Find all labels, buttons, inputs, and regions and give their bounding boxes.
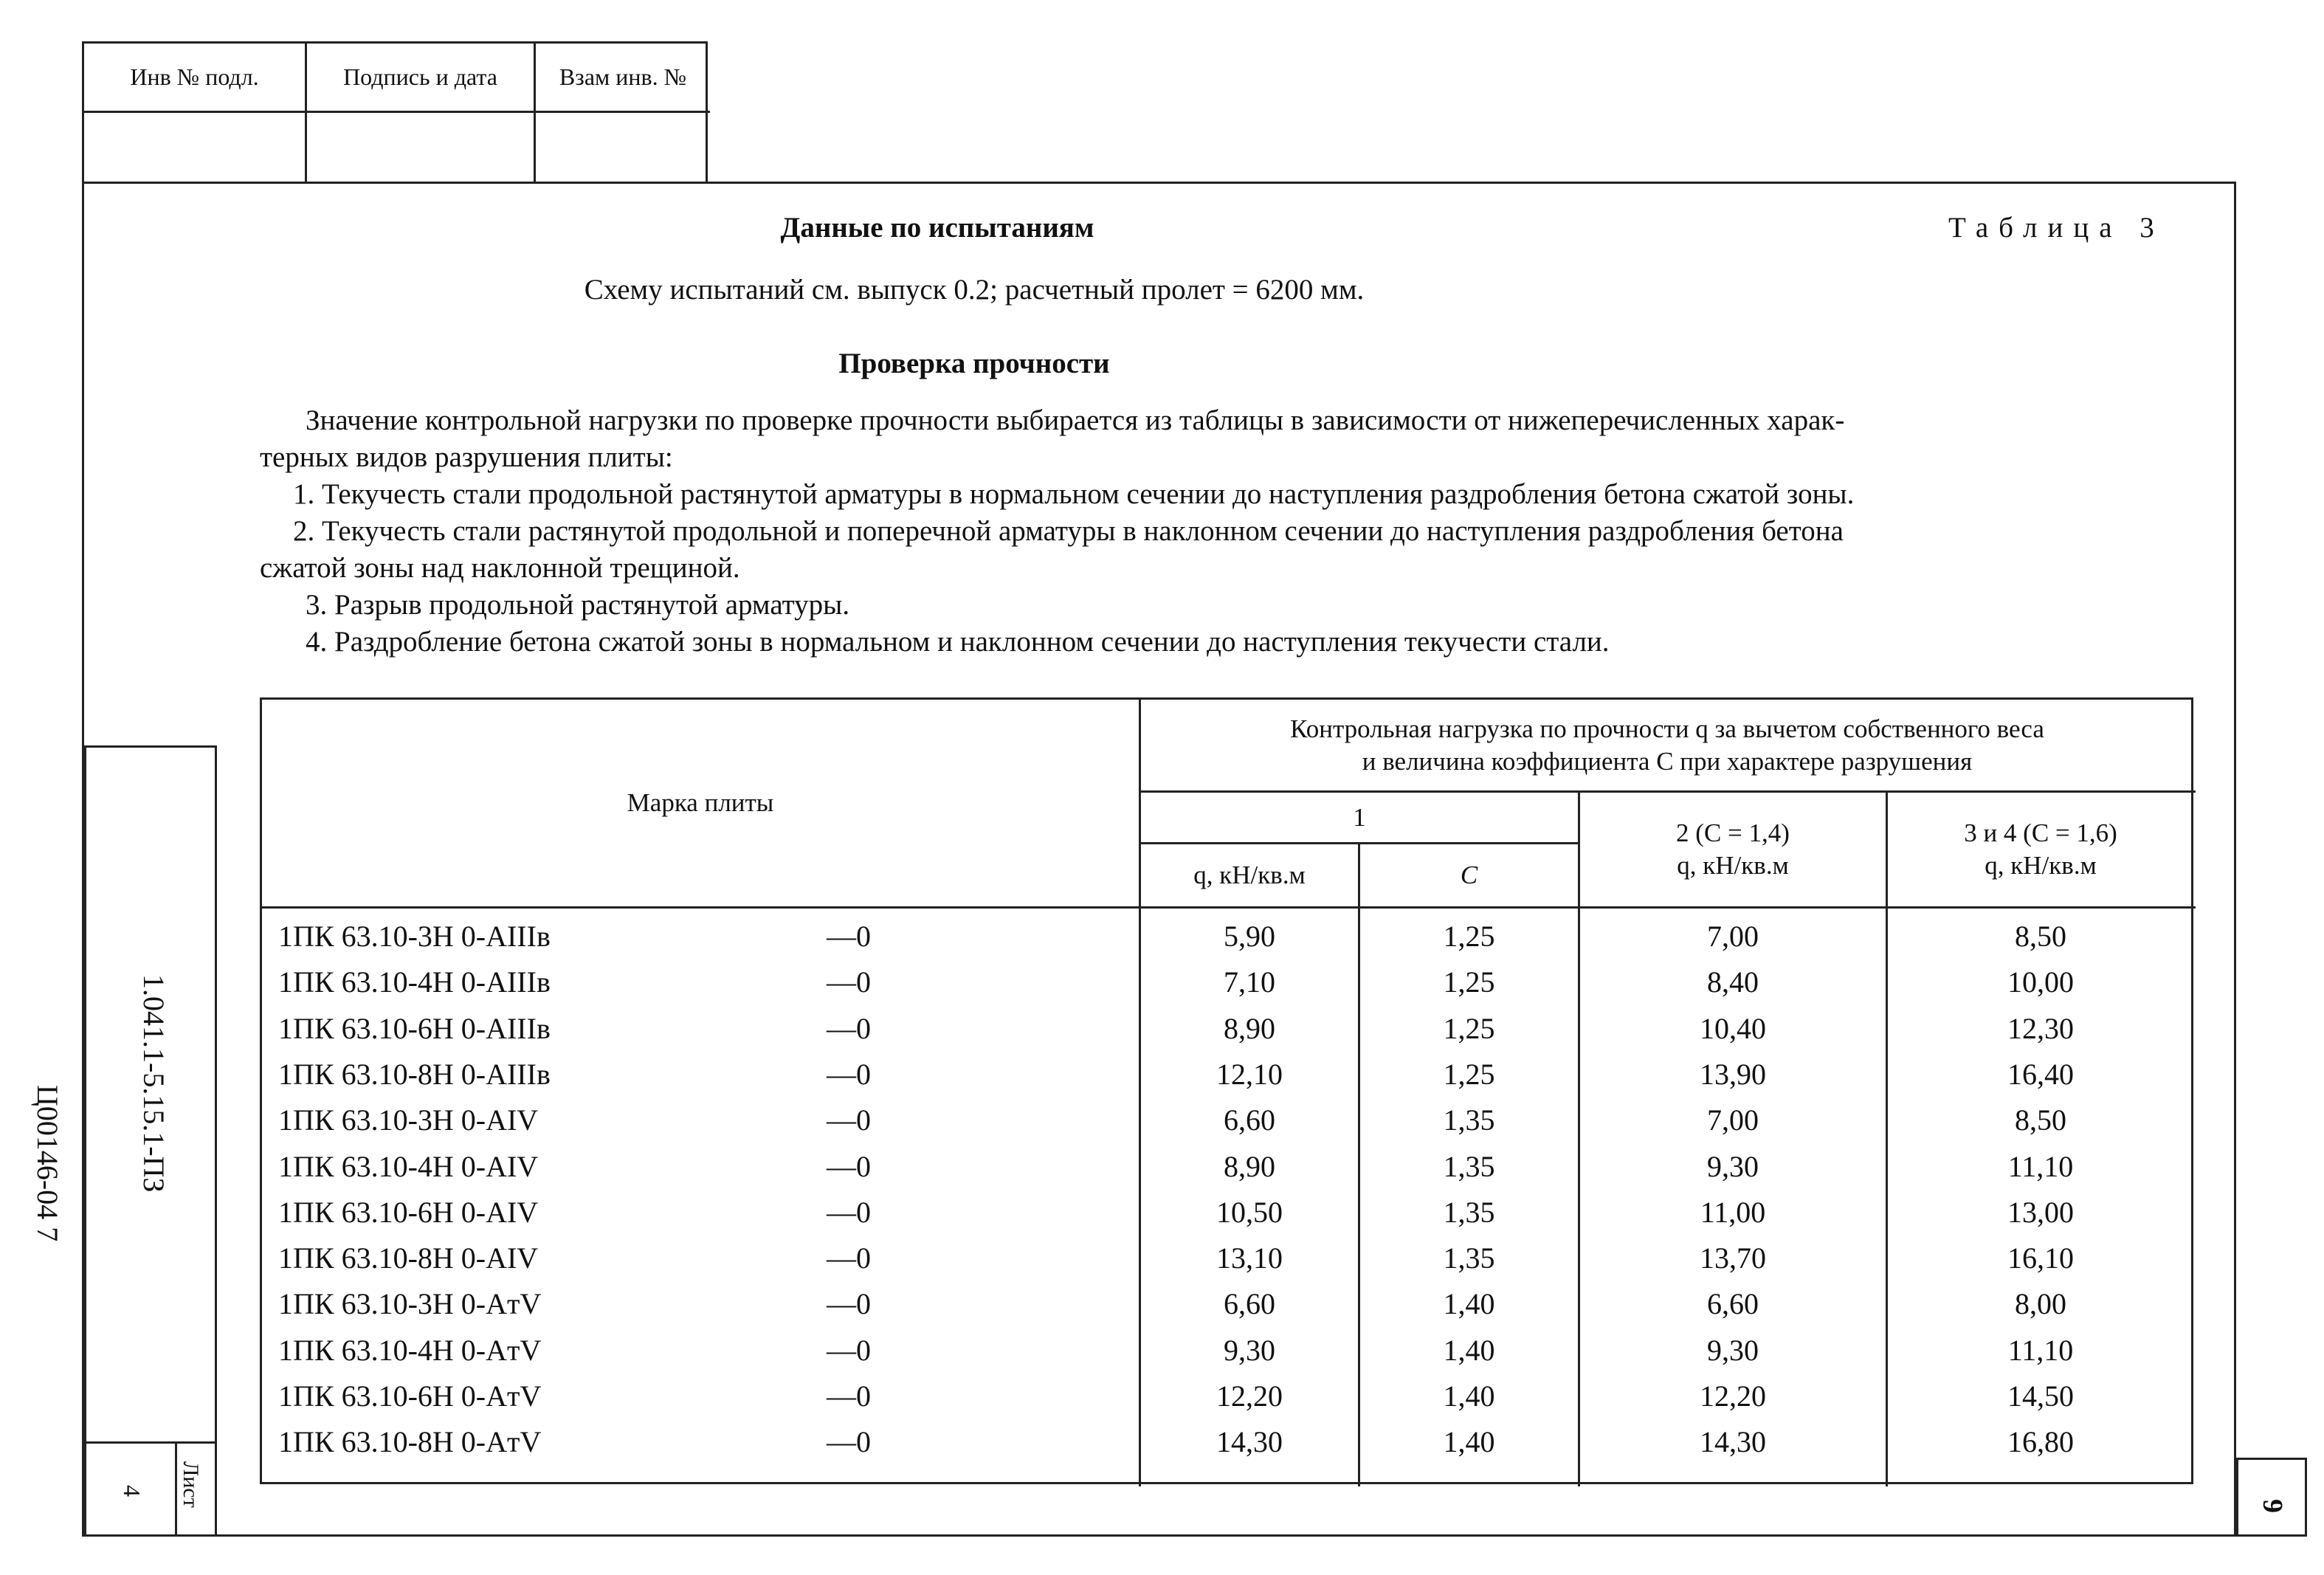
intro-line-1: Значение контрольной нагрузки по проверке прочности выбирается из таблицы в зависимости от нижеперечисленных харак- [306,404,1845,436]
marka-cell: 1ПК 63.10-6Н 0-AIV [278,1195,539,1229]
col-header-marka: Марка плиты [627,788,774,817]
section-title: Проверка прочности [838,348,1110,379]
table-row [262,1281,2191,1327]
suffix-cell: —0 [827,1425,871,1459]
col-header-group-3-line-2: q, кН/кв.м [1985,851,2097,880]
marka-cell: 1ПК 63.10-4Н 0-AIIIв [278,965,551,999]
stamp-col-inv [84,44,307,184]
q2-cell: 11,00 [1700,1195,1766,1229]
suffix-cell: —0 [827,1011,871,1045]
table-row [262,1052,2191,1097]
q2-cell: 9,30 [1707,1333,1759,1367]
c-cell: 1,35 [1443,1195,1495,1229]
c-cell: 1,35 [1443,1241,1495,1275]
failure-item-4: 4. Раздробление бетона сжатой зоны в нормальном и наклонном сечении до наступления текучести стали. [306,626,1610,658]
table-row [262,959,2191,1005]
marka-cell: 1ПК 63.10-4Н 0-AIV [278,1149,539,1183]
q2-cell: 10,40 [1700,1011,1766,1045]
c-cell: 1,35 [1443,1149,1495,1183]
failure-item-1: 1. Текучесть стали продольной растянутой арматуры в нормальном сечении до наступления раздробления бетона сжатой зоны. [293,478,1855,510]
suffix-cell: —0 [827,1241,871,1275]
q1-cell: 13,10 [1216,1241,1283,1275]
page-number-box [2236,1458,2307,1537]
table-label: Таблица 3 [1948,212,2165,244]
q2-cell: 13,90 [1700,1057,1766,1091]
col-header-group-2 [1580,793,1886,906]
q1-cell: 7,10 [1224,965,1275,999]
suffix-cell: —0 [827,1287,871,1321]
archive-code: Ц00146-04 7 [31,1085,64,1242]
q1-cell: 5,90 [1224,920,1275,953]
q2-cell: 8,40 [1707,965,1759,999]
table-row [262,1097,2191,1143]
col-header-load-line-2: и величина коэффициента C при характере разрушения [1362,746,1973,776]
q3-cell: 8,00 [2015,1287,2066,1321]
col-header-group-2-line-1: 2 (C = 1,4) [1676,818,1790,847]
q1-cell: 8,90 [1224,1011,1275,1045]
marka-cell: 1ПК 63.10-4Н 0-AтV [278,1333,542,1367]
c-cell: 1,25 [1443,965,1495,999]
marka-cell: 1ПК 63.10-3Н 0-AIIIв [278,920,551,953]
q2-cell: 6,60 [1707,1287,1759,1321]
approval-stamp [82,41,708,182]
stamp-col-signature [307,44,536,184]
stamp-replace-label: Взам инв. № [536,44,710,113]
page-number: 6 [2258,1499,2289,1513]
q3-cell: 16,80 [2007,1425,2074,1459]
col-header-load-line-1: Контрольная нагрузка по прочности q за вычетом собственного веса [1290,714,2044,743]
marka-cell: 1ПК 63.10-8Н 0-AтV [278,1425,542,1459]
q3-cell: 16,40 [2007,1057,2074,1091]
c-cell: 1,25 [1443,1011,1495,1045]
suffix-cell: —0 [827,1379,871,1413]
q3-cell: 16,10 [2007,1241,2074,1275]
col-header-c: C [1460,861,1478,889]
q3-cell: 13,00 [2007,1195,2074,1229]
q2-cell: 13,70 [1700,1241,1766,1275]
suffix-cell: —0 [827,965,871,999]
q1-cell: 9,30 [1224,1333,1275,1367]
stamp-col-replace [536,44,710,184]
suffix-cell: —0 [827,920,871,953]
col-header-load [1141,700,2193,790]
c-cell: 1,40 [1443,1333,1495,1367]
marka-cell: 1ПК 63.10-6Н 0-AтV [278,1379,542,1413]
q3-cell: 10,00 [2007,965,2074,999]
q2-cell: 12,20 [1700,1379,1766,1413]
c-cell: 1,25 [1443,1057,1495,1091]
col-header-group-1: 1 [1353,802,1366,832]
table-row [262,1419,2191,1465]
table-row [262,1190,2191,1235]
q1-cell: 8,90 [1224,1149,1275,1183]
q3-cell: 8,50 [2015,920,2066,953]
failure-item-3: 3. Разрыв продольной растянутой арматуры. [306,589,850,621]
table-row [262,914,2191,959]
q3-cell: 8,50 [2015,1103,2066,1137]
marka-cell: 1ПК 63.10-6Н 0-AIIIв [278,1011,551,1045]
table-row [262,1328,2191,1374]
stamp-signature-label: Подпись и дата [307,44,534,113]
q2-cell: 7,00 [1707,1103,1759,1137]
q2-cell: 9,30 [1707,1149,1759,1183]
suffix-cell: —0 [827,1195,871,1229]
q3-cell: 12,30 [2007,1011,2074,1045]
col-header-q: q, кН/кв.м [1193,861,1306,889]
suffix-cell: —0 [827,1057,871,1091]
suffix-cell: —0 [827,1333,871,1367]
q3-cell: 14,50 [2007,1379,2074,1413]
q3-cell: 11,10 [2007,1333,2074,1367]
intro-line-2: терных видов разрушения плиты: [260,441,673,473]
marka-cell: 1ПК 63.10-3Н 0-AIV [278,1103,539,1137]
suffix-cell: —0 [827,1149,871,1183]
q1-cell: 6,60 [1224,1287,1275,1321]
doc-code: 1.041.1-5.15.1-ПЗ [137,974,170,1193]
q1-cell: 14,30 [1216,1425,1283,1459]
table-row [262,1235,2191,1281]
stamp-inv-label: Инв № подл. [84,44,305,113]
c-cell: 1,25 [1443,920,1495,953]
marka-cell: 1ПК 63.10-8Н 0-AIV [278,1241,539,1275]
suffix-cell: —0 [827,1103,871,1137]
table-row [262,1374,2191,1419]
q3-cell: 11,10 [2007,1149,2074,1183]
col-header-group-2-line-2: q, кН/кв.м [1677,851,1789,880]
col-header-group-3 [1888,793,2193,906]
q1-cell: 10,50 [1216,1195,1283,1229]
sheet-label: Лист [179,1461,203,1508]
q1-cell: 12,10 [1216,1057,1283,1091]
q2-cell: 14,30 [1700,1425,1766,1459]
c-cell: 1,40 [1443,1379,1495,1413]
col-header-group-3-line-1: 3 и 4 (C = 1,6) [1964,818,2117,847]
strength-table [260,697,2193,1484]
table-row [262,1144,2191,1190]
page-title: Данные по испытаниям [780,212,1094,244]
failure-item-2-line-2: сжатой зоны над наклонной трещиной. [260,552,740,584]
scheme-note: Схему испытаний см. выпуск 0.2; расчетный пролет = 6200 мм. [584,274,1365,306]
q1-cell: 6,60 [1224,1103,1275,1137]
c-cell: 1,35 [1443,1103,1495,1137]
sheet-number: 4 [119,1485,145,1497]
marka-cell: 1ПК 63.10-3Н 0-AтV [278,1287,542,1321]
q1-cell: 12,20 [1216,1379,1283,1413]
c-cell: 1,40 [1443,1287,1495,1321]
marka-cell: 1ПК 63.10-8Н 0-AIIIв [278,1057,551,1091]
failure-item-2-line-1: 2. Текучесть стали растянутой продольной и поперечной арматуры в наклонном сечении до наступления раздробления бетона [293,515,1844,547]
q2-cell: 7,00 [1707,920,1759,953]
table-row [262,1006,2191,1052]
c-cell: 1,40 [1443,1425,1495,1459]
